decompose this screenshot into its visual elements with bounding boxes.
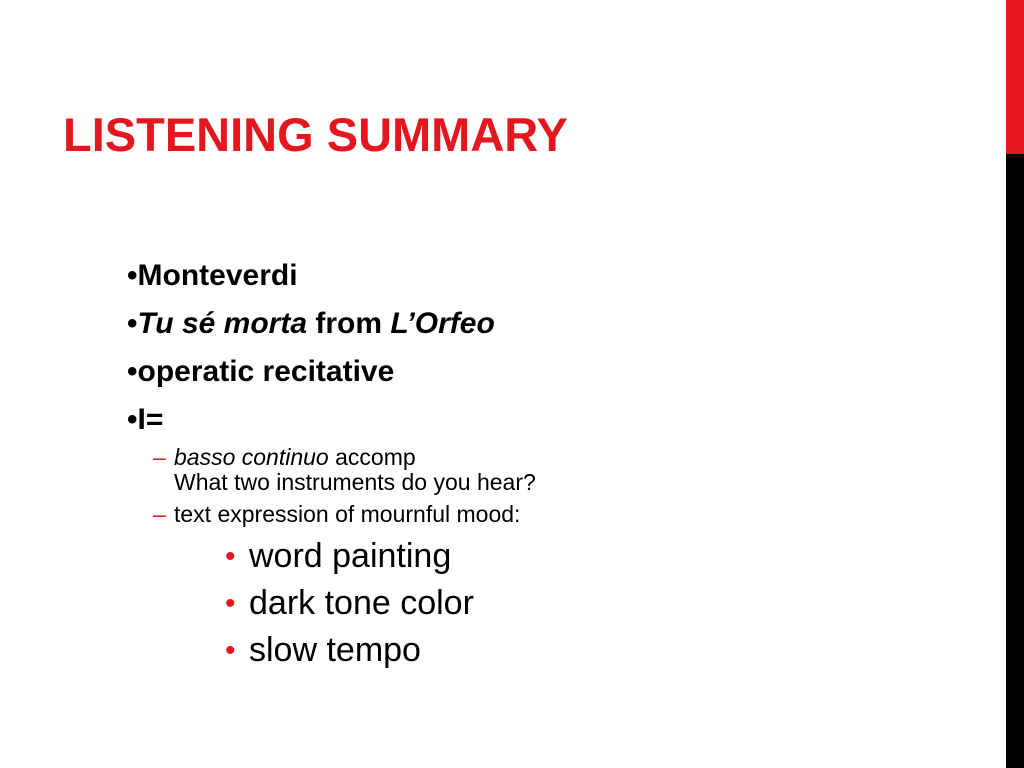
bullet-text: I= (137, 403, 164, 436)
bullet-tu-se-morta (127, 300, 967, 348)
sub-bullet-question: What two instruments do you hear? (174, 469, 536, 495)
sub-sub-bullet-word-painting (127, 533, 967, 580)
sub-bullet-text-expression (127, 499, 967, 530)
sub-sub-bullet-dark-tone-color (127, 580, 967, 627)
work-title-italic: Tu sé morta (137, 307, 308, 340)
slide-body (127, 252, 967, 674)
bullet-text: operatic recitative (137, 355, 395, 388)
bullet-monteverdi (127, 252, 967, 300)
bullet-marker: • (225, 540, 236, 573)
bullet-operatic-recitative (127, 348, 967, 396)
bullet-marker: • (127, 403, 138, 436)
sub-bullet-text: text expression of mournful mood: (174, 501, 521, 527)
bullet-marker: • (225, 587, 236, 620)
sub-bullet-text: accomp (328, 444, 416, 470)
bullet-marker: • (127, 355, 138, 388)
basso-continuo-italic: basso continuo (174, 444, 329, 470)
bullet-instrumentation (127, 396, 967, 444)
bullet-marker: • (127, 259, 138, 292)
dash-marker: – (153, 501, 166, 527)
sub-sub-bullet-text: slow tempo (249, 631, 421, 669)
sub-sub-bullet-slow-tempo (127, 627, 967, 674)
bullet-text: Monteverdi (137, 259, 298, 292)
side-accent-bar-black (1006, 154, 1024, 768)
bullet-text: from (307, 307, 391, 340)
opera-title-italic: L’Orfeo (390, 307, 495, 340)
slide-title: LISTENING SUMMARY (63, 108, 568, 161)
side-accent-bar-red (1006, 0, 1024, 154)
sub-sub-bullet-text: dark tone color (249, 584, 474, 622)
dash-marker: – (153, 444, 166, 470)
bullet-marker: • (127, 307, 138, 340)
sub-sub-bullet-text: word painting (249, 537, 452, 575)
sub-bullet-basso-continuo (127, 442, 967, 498)
bullet-marker: • (225, 634, 236, 667)
